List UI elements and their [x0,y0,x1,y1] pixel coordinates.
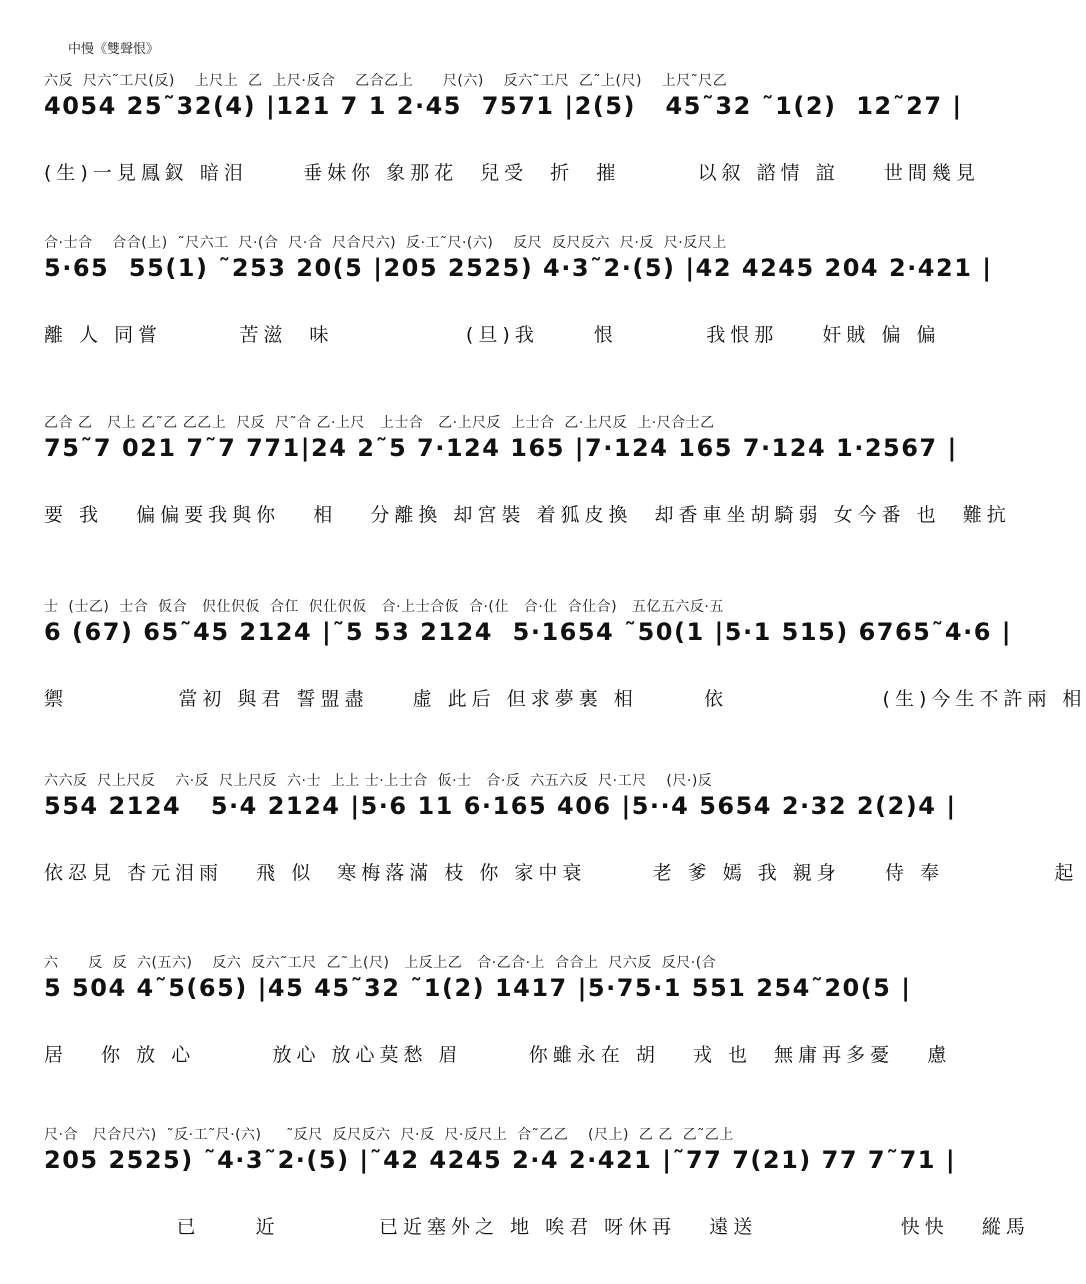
jianpu-notation-row: 75˜7 021 7˜7 771|24 2˜5 7·124 165 |7·124 165 7·124 1·2567 | [44,434,958,462]
gongche-notation-row: 尺·合 尺合尺六) ˜反·工˜尺·(六) ˜反尺 反尺反六 尺·反 尺·反尺上 合˜乙乙 (尺上) 乙 乙 乙˜乙上 [44,1127,734,1143]
score-system-2 [0,232,993,392]
score-system-5 [0,770,1079,930]
gongche-notation-row: 士 (士乙) 士合 仮合 伬仩伬仮 合仜 伬仩伬仮 合·上士合仮 合·(仩 合·仩 合仩合) 五亿五六反·五 [44,599,724,615]
lyrics-row: 禦 當初 與君 誓盟盡 虛 此后 但求夢裏 相 依 (生)今生不許兩 相 [44,688,1086,710]
score-system-1 [0,70,980,230]
gongche-notation-row: 六反 尺六˜工尺(反) 上尺上 乙 上尺·反合 乙合乙上 尺(六) 反六˜工尺 乙˜上(尺) 上尺˜尺乙 [44,73,728,89]
gongche-notation-row: 六 反 反 六(五六) 反六 反六˜工尺 乙˜上(尺) 上反上乙 合·乙合·上 合合上 尺六反 反尺·(合 [44,955,717,971]
lyrics-row: (生)一見鳳釵 暗泪 垂妹你 象那花 兒受 折 摧 以叙 諮情 誼 世間幾見 [44,162,980,184]
gongche-notation-row: 合·士合 合合(上) ˜尺六工 尺·(合 尺·合 尺合尺六) 反·工˜尺·(六) 反尺 反尺反六 尺·反 尺·反尺上 [44,235,727,251]
piece-title: 中慢《雙聲恨》 [68,42,160,57]
jianpu-notation-row: 5·65 55(1) ˜253 20(5 |205 2525) 4·3˜2·(5) |42 4245 204 2·421 | [44,254,993,282]
lyrics-row: 離 人 同嘗 苦滋 味 (旦)我 恨 我恨那 奸賊 偏 偏 [44,324,941,346]
gongche-notation-row: 六六反 尺上尺反 六·反 尺上尺反 六·士 上上 士·上士合 仮·士 合·反 六五六反 尺·工尺 (尺·)反 [44,773,713,789]
jianpu-notation-row: 554 2124 5·4 2124 |5·6 11 6·165 406 |5··4 5654 2·32 2(2)4 | [44,792,957,820]
jianpu-notation-row: 205 2525) ˜4·3˜2·(5) |˜42 4245 2·4 2·421 |˜77 7(21) 77 7˜71 | [44,1146,957,1174]
lyrics-row: 居 你 放 心 放心 放心莫愁 眉 你雖永在 胡 戎 也 無庸再多憂 慮 [44,1044,952,1066]
lyrics-row: 依忍見 杏元泪雨 飛 似 寒梅落滿 枝 你 家中衰 老 爹 嫣 我 親身 侍 奉 起 [44,862,1079,884]
jianpu-notation-row: 6 (67) 65˜45 2124 |˜5 53 2124 5·1654 ˜50(1 |5·1 515) 6765˜4·6 | [44,618,1013,646]
score-system-6 [0,952,972,1112]
score-system-3 [0,412,1011,572]
gongche-notation-row: 乙合 乙 尺上 乙˜乙 乙乙上 尺反 尺˜合 乙·上尺 上士合 乙·上尺反 上士合 乙·上尺反 上·尺合士乙 [44,415,715,431]
lyrics-row: 已 近 已近塞外之 地 唉君 呀休再 遠送 快快 縱馬 [44,1216,1030,1238]
jianpu-notation-row: 5 504 4˜5(65) |45 45˜32 ˜1(2) 1417 |5·75·1 551 254˜20(5 | [44,974,912,1002]
lyrics-row: 要 我 偏偏要我與你 相 分離換 却宮裝 着狐皮換 却香車坐胡騎弱 女今番 也 難抗 [44,504,1011,526]
score-system-4 [0,596,1086,756]
jianpu-notation-row: 4054 25˜32(4) |121 7 1 2·45 7571 |2(5) 45˜32 ˜1(2) 12˜27 | [44,92,963,120]
score-system-7 [0,1124,1030,1284]
